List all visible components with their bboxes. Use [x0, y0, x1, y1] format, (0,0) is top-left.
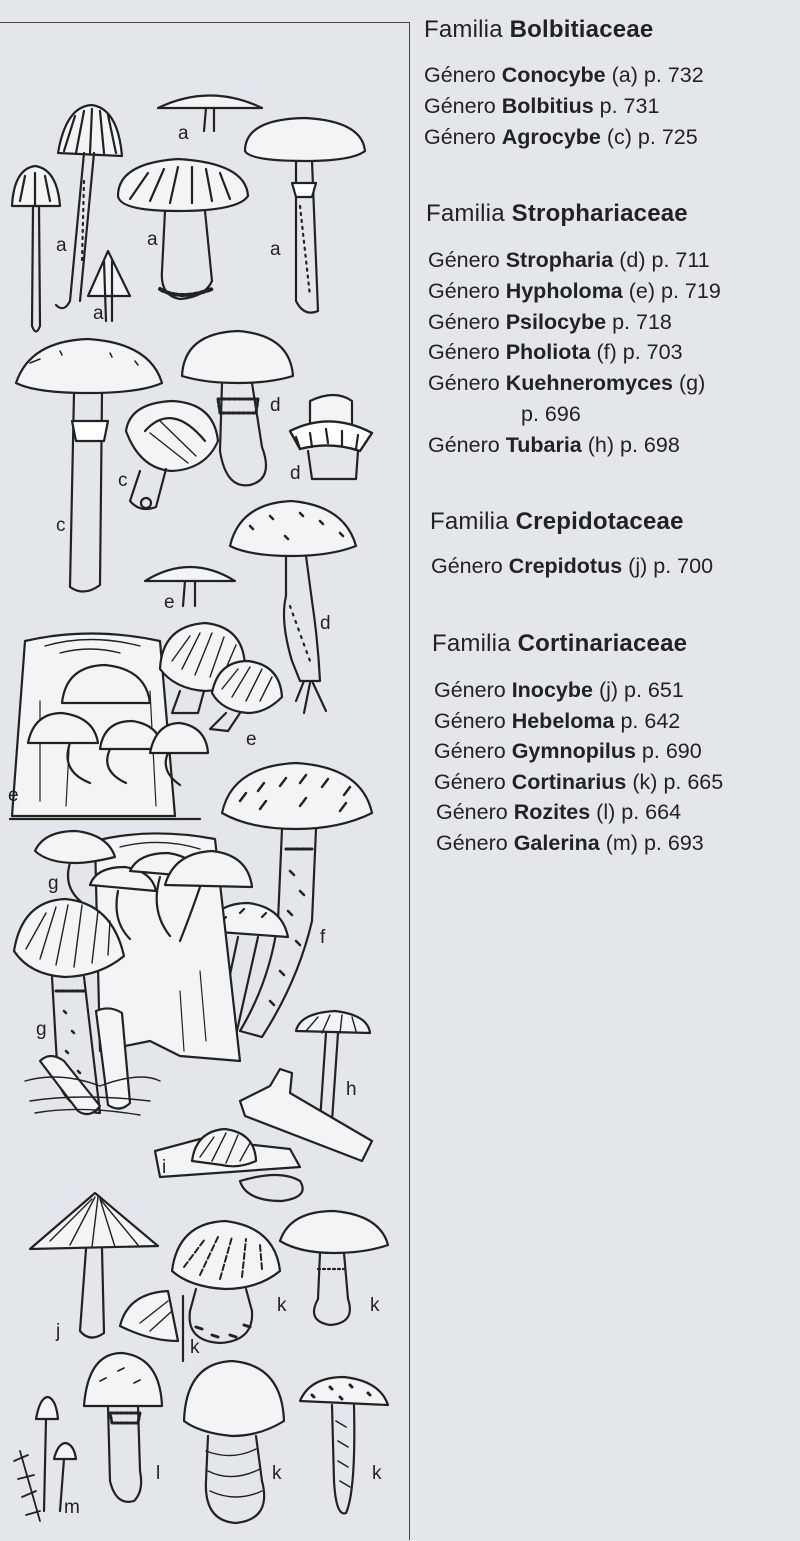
mushroom-rozites-l — [84, 1353, 162, 1502]
mushroom-hypholoma-small — [210, 661, 282, 731]
family-heading-strophariaceae — [426, 200, 688, 228]
genus-entry — [434, 711, 680, 733]
label-k-2: k — [370, 1295, 380, 1316]
entry-text: p. 718 — [612, 310, 672, 334]
entry-text: (a) — [611, 63, 638, 87]
genus-name: Crepidotus — [508, 554, 623, 578]
genus-name: Agrocybe — [501, 125, 601, 149]
label-a-5: a — [93, 303, 104, 324]
genus-name: Hypholoma — [505, 279, 623, 303]
mushroom-hypholoma-section — [145, 567, 235, 606]
genus-name: Conocybe — [501, 63, 606, 87]
entry-text: Género — [436, 800, 508, 824]
label-m: m — [64, 1497, 80, 1518]
label-c-2: c — [56, 515, 66, 536]
entry-text: p. 665 — [663, 770, 724, 794]
entry-text: p. 693 — [643, 831, 704, 855]
genus-name: Pholiota — [505, 340, 591, 364]
entry-text: Género — [436, 831, 508, 855]
family-heading-cortinariaceae — [432, 630, 687, 658]
entry-text: p. 696 — [521, 402, 581, 426]
entry-text: Género — [424, 94, 496, 118]
mushroom-stropharia-d-ring — [290, 395, 372, 479]
label-f: f — [320, 927, 326, 948]
label-g-1: g — [48, 873, 59, 894]
genus-name: Hebeloma — [511, 709, 615, 733]
genus-name: Inocybe — [511, 678, 593, 702]
mushroom-illustrations — [0, 23, 410, 1541]
label-a-4: a — [270, 239, 281, 260]
family-heading-crepidotaceae — [430, 508, 684, 536]
entry-text: p. 664 — [621, 800, 682, 824]
entry-text: p. 732 — [643, 63, 704, 87]
entry-text: Género — [434, 678, 506, 702]
genus-name: Kuehneromyces — [505, 371, 673, 395]
entry-text: Género — [428, 433, 500, 457]
entry-text: (k) — [632, 770, 658, 794]
entry-text: Familia — [432, 630, 511, 657]
entry-text: Género — [428, 310, 500, 334]
label-a-3: a — [147, 229, 158, 250]
genus-name: Gymnopilus — [511, 739, 636, 763]
genus-entry — [428, 312, 672, 334]
label-e-3: e — [8, 785, 19, 806]
entry-text: p. 642 — [620, 709, 681, 733]
mushroom-conocybe-1 — [12, 166, 60, 332]
mushroom-cortinarius-k-4 — [300, 1377, 388, 1513]
entry-text: (g) — [678, 371, 706, 395]
entry-text: (j) — [628, 554, 648, 578]
genus-entry — [434, 741, 702, 763]
entry-text: p. 719 — [661, 279, 721, 303]
label-l: l — [156, 1463, 161, 1484]
label-a-1: a — [178, 123, 189, 144]
genus-name: Strophariaceae — [511, 200, 688, 227]
label-e-1: e — [164, 592, 175, 613]
label-i: i — [162, 1157, 167, 1178]
genus-entry — [424, 96, 659, 118]
genus-name: Crepidotaceae — [515, 508, 684, 535]
genus-name: Bolbitius — [501, 94, 594, 118]
family-heading-bolbitiaceae — [424, 16, 653, 44]
entry-text: p. 690 — [641, 739, 702, 763]
mushroom-crepidotus-j — [120, 1291, 178, 1341]
genus-entry — [428, 373, 705, 395]
mushroom-agrocybe-section — [126, 401, 218, 509]
entry-text: Género — [428, 371, 500, 395]
entry-text: Género — [424, 125, 496, 149]
label-c-1: c — [118, 470, 128, 491]
entry-text: (c) — [606, 125, 632, 149]
genus-entry — [424, 65, 704, 87]
mushroom-agrocybe-a-large — [118, 159, 248, 299]
genus-name: Stropharia — [505, 248, 614, 272]
genus-name: Cortinariaceae — [517, 630, 688, 657]
entry-text: p. 651 — [624, 678, 684, 702]
entry-text: Familia — [424, 16, 503, 43]
entry-text: Género — [434, 739, 506, 763]
genus-name: Galerina — [513, 831, 600, 855]
entry-text: Género — [428, 340, 500, 364]
genus-entry — [436, 833, 704, 855]
entry-text: p. 703 — [622, 340, 683, 364]
label-k-4: k — [272, 1463, 282, 1484]
genus-entry — [428, 281, 721, 303]
genus-name: Tubaria — [505, 433, 582, 457]
label-j: j — [56, 1321, 61, 1342]
entry-text: (m) — [605, 831, 638, 855]
label-d-2: d — [290, 463, 301, 484]
genus-name: Rozites — [513, 800, 591, 824]
entry-text: (l) — [596, 800, 616, 824]
genus-name: Cortinarius — [511, 770, 627, 794]
entry-text: p. 711 — [651, 248, 710, 272]
entry-text: Género — [434, 709, 506, 733]
entry-text: p. 725 — [637, 125, 698, 149]
entry-text: (f) — [596, 340, 617, 364]
label-a-2: a — [56, 235, 67, 256]
label-k-3: k — [190, 1337, 200, 1358]
genus-entry — [428, 435, 680, 457]
label-k-5: k — [372, 1463, 382, 1484]
genus-entry — [434, 680, 684, 702]
mushroom-crepidotus-i — [155, 1129, 303, 1201]
mushroom-conocybe-section — [158, 96, 262, 132]
mushroom-agrocybe-c — [16, 339, 162, 592]
mushroom-conocybe-tall — [245, 118, 365, 313]
entry-text: Familia — [426, 200, 505, 227]
genus-name: Psilocybe — [505, 310, 607, 334]
genus-entry — [428, 342, 683, 364]
label-d-3: d — [320, 613, 331, 634]
genus-entry — [436, 802, 681, 824]
genus-entry — [434, 772, 723, 794]
label-k-1: k — [277, 1295, 287, 1316]
entry-text: (h) — [587, 433, 615, 457]
mushroom-cortinarius-k-1 — [172, 1221, 280, 1361]
mushroom-cortinarius-k-3 — [184, 1361, 284, 1523]
label-e-2: e — [246, 729, 257, 750]
entry-text: (d) — [619, 248, 646, 272]
entry-text: Género — [424, 63, 496, 87]
entry-text: (j) — [598, 678, 619, 702]
label-g-2: g — [36, 1019, 47, 1040]
genus-entry — [431, 556, 713, 578]
entry-text: Género — [434, 770, 506, 794]
entry-text: Género — [431, 554, 503, 578]
entry-text: (e) — [628, 279, 656, 303]
entry-text: p. 698 — [620, 433, 680, 457]
entry-text: p. 700 — [653, 554, 714, 578]
entry-text: Familia — [430, 508, 509, 535]
entry-text: Género — [428, 279, 500, 303]
entry-text: p. 731 — [599, 94, 660, 118]
genus-name: Bolbitiaceae — [509, 16, 654, 43]
genus-entry — [428, 250, 710, 272]
genus-entry-page-continued — [521, 404, 581, 426]
genus-entry — [424, 127, 698, 149]
illustration-panel — [0, 22, 410, 1540]
entry-text: Género — [428, 248, 500, 272]
label-d-1: d — [270, 395, 281, 416]
label-h: h — [346, 1079, 357, 1100]
